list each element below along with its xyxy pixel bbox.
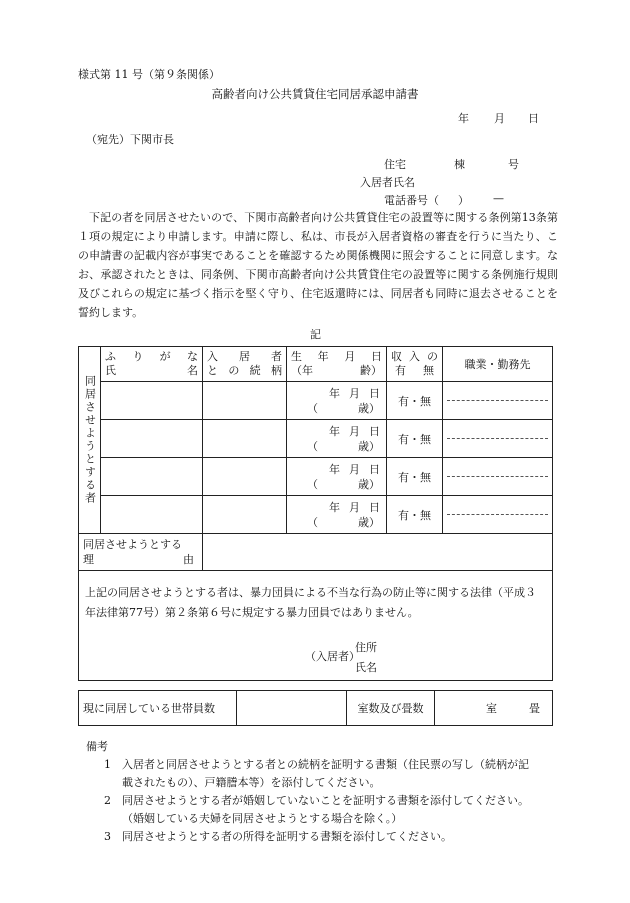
- rooms-field[interactable]: [435, 691, 553, 726]
- declaration-resident-label: （入居者）: [305, 650, 360, 663]
- relationship-cell[interactable]: [203, 496, 287, 534]
- income-header: 収 入 の 有 無: [387, 347, 443, 382]
- tatami-unit: 畳: [529, 702, 540, 715]
- declaration-row: [79, 571, 553, 681]
- table-header-row: [79, 347, 553, 382]
- form-number: 様式第 11 号（第９条関係）: [78, 68, 220, 81]
- date-month-label: 月: [494, 112, 505, 125]
- name-cell[interactable]: [101, 420, 203, 458]
- reason-field[interactable]: [203, 534, 553, 571]
- furigana-name-header: ふ り が な 氏 名: [101, 347, 203, 382]
- reason-label: 同居させようとする 理 由: [79, 534, 203, 571]
- income-cell[interactable]: 有・無: [387, 496, 443, 534]
- document-title: 高齢者向け公共賃貸住宅同居承認申請書: [211, 87, 419, 101]
- side-label: 同居させようとする者: [79, 347, 101, 534]
- household-count-field[interactable]: [237, 691, 347, 726]
- table-row: [79, 496, 553, 534]
- declaration-text: 上記の同居させようとする者は、暴力団員による不当な行為の防止等に関する法律（平成３年法律第77号）第２条第６号に規定する暴力団員ではありません。: [85, 586, 536, 619]
- occupation-cell[interactable]: [443, 382, 553, 420]
- occupation-header: 職業・勤務先: [443, 347, 553, 382]
- notes-section: [86, 738, 529, 846]
- relationship-cell[interactable]: [203, 420, 287, 458]
- declaration-name-label: 氏名: [355, 661, 377, 674]
- name-cell[interactable]: [101, 496, 203, 534]
- dob-cell[interactable]: 年 月 日 （ 歳）: [287, 420, 387, 458]
- relationship-cell[interactable]: [203, 382, 287, 420]
- ki-label: 記: [310, 328, 321, 341]
- rooms-label: 室数及び畳数: [347, 691, 435, 726]
- housing-label: 住宅: [384, 158, 406, 171]
- list-item: 1 入居者と同居させようとする者との続柄を証明する書類（住民票の写し（続柄が記 載されたもの）、戸籍謄本等）を添付してください。: [104, 758, 529, 789]
- notes-title: 備考: [86, 740, 108, 753]
- addressee: （宛先）下関市長: [86, 133, 174, 146]
- table-row: [79, 458, 553, 496]
- occupation-cell[interactable]: [443, 458, 553, 496]
- reason-row: [79, 534, 553, 571]
- building-label: 棟: [454, 158, 465, 171]
- name-cell[interactable]: [101, 458, 203, 496]
- number-label: 号: [508, 158, 519, 171]
- relationship-cell[interactable]: [203, 458, 287, 496]
- table-row: [79, 420, 553, 458]
- name-cell[interactable]: [101, 382, 203, 420]
- phone-close: ）: [458, 194, 469, 207]
- dob-header: 生 年 月 日 （年 齢）: [287, 347, 387, 382]
- list-item: 2 同居させようとする者が婚姻していないことを証明する書類を添付してください。 （婚姻している夫婦を同居させようとする場合を除く。）: [104, 794, 529, 825]
- list-item: 3 同居させようとする者の所得を証明する書類を添付してください。: [104, 830, 452, 843]
- phone-dash: —: [493, 192, 504, 205]
- date-year-label: 年: [458, 112, 469, 125]
- declaration-address-label: 住所: [355, 641, 377, 654]
- income-cell[interactable]: 有・無: [387, 420, 443, 458]
- household-count-label: 現に同居している世帯員数: [79, 691, 237, 726]
- table-row: [79, 382, 553, 420]
- occupation-cell[interactable]: [443, 496, 553, 534]
- income-cell[interactable]: 有・無: [387, 382, 443, 420]
- dob-cell[interactable]: 年 月 日 （ 歳）: [287, 458, 387, 496]
- occupation-cell[interactable]: [443, 420, 553, 458]
- income-cell[interactable]: 有・無: [387, 458, 443, 496]
- relationship-header: 入 居 者 と の 続 柄: [203, 347, 287, 382]
- dob-cell[interactable]: 年 月 日 （ 歳）: [287, 382, 387, 420]
- resident-name-label: 入居者氏名: [360, 176, 415, 189]
- date-day-label: 日: [528, 112, 539, 125]
- body-paragraph: 下記の者を同居させたいので、下関市高齢者向け公共賃貸住宅の設置等に関する条例第13条第１項の規定により申請します。申請に際し、私は、市長が入居者資格の審査を行うに当たり、この申請書の記載内容が事実であることを確認するため関係機関に照会することに同意します。なお、承認されたときは、同条例、下関市高齢者向け公共賃貸住宅の設置等に関する条例施行規則及びこれらの規定に基づく指示を堅く守り、住宅返還時には、同居者も同時に退去させることを誓約します。: [78, 211, 558, 319]
- household-table: [78, 690, 553, 726]
- dob-cell[interactable]: 年 月 日 （ 歳）: [287, 496, 387, 534]
- cohabitant-table: [78, 346, 553, 681]
- phone-label: 電話番号（: [384, 194, 439, 207]
- room-unit: 室: [486, 702, 497, 715]
